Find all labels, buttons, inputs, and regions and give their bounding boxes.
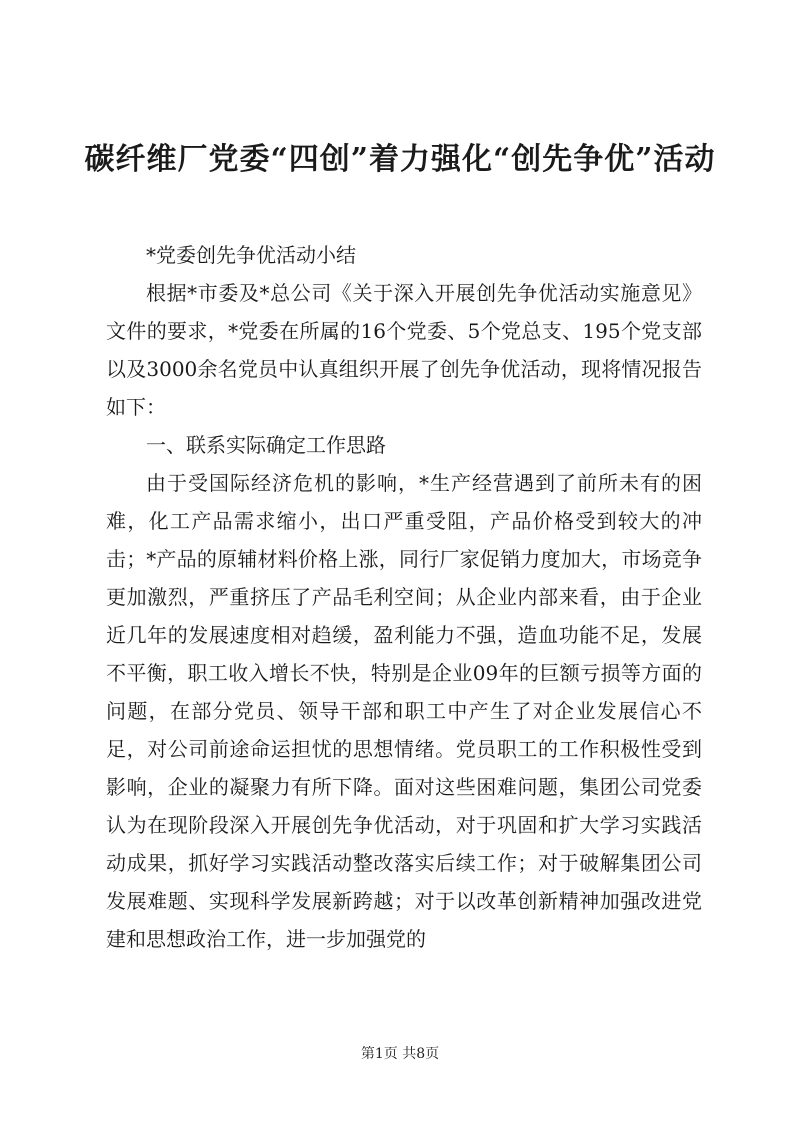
document-title: 碳纤维厂党委“四创”着力强化“创先争优”活动 (84, 142, 716, 177)
paragraph-body: 由于受国际经济危机的影响，*生产经营遇到了前所未有的困难，化工产品需求缩小，出口严重受阻，产品价格受到较大的冲击；*产品的原辅材料价格上涨，同行厂家促销力度加大，市场竞争更加激烈，严重挤压了产品毛利空间；从企业内部来看，由于企业近几年的发展速度相对趋缓，盈利能力不强，造血功能不足，发展不平衡，职工收入增长不快，特别是企业09年的巨额亏损等方面的问题，在部分党员、领导干部和职工中产生了对企业发展信心不足，对公司前途命运担忧的思想情绪。党员职工的工作积极性受到影响，企业的凝聚力有所下降。面对这些困难问题，集团公司党委认为在现阶段深入开展创先争优活动，对于巩固和扩大学习实践活动成果，抓好学习实践活动整改落实后续工作；对于破解集团公司发展难题、实现科学发展新跨越；对于以改革创新精神加强改进党建和思想政治工作，进一步加强党的 (106, 471, 702, 951)
document-body (106, 236, 702, 958)
paragraph-intro: 根据*市委及*总公司《关于深入开展创先争优活动实施意见》文件的要求，*党委在所属的16个党委、5个党总支、195个党支部以及3000余名党员中认真组织开展了创先争优活动，现将情况报告如下： (106, 281, 702, 419)
paragraph-subtitle: *党委创先争优活动小结 (146, 243, 356, 267)
page-footer: 第1页 共8页 (360, 1046, 440, 1062)
section-heading-1: 一、联系实际确定工作思路 (146, 433, 386, 457)
